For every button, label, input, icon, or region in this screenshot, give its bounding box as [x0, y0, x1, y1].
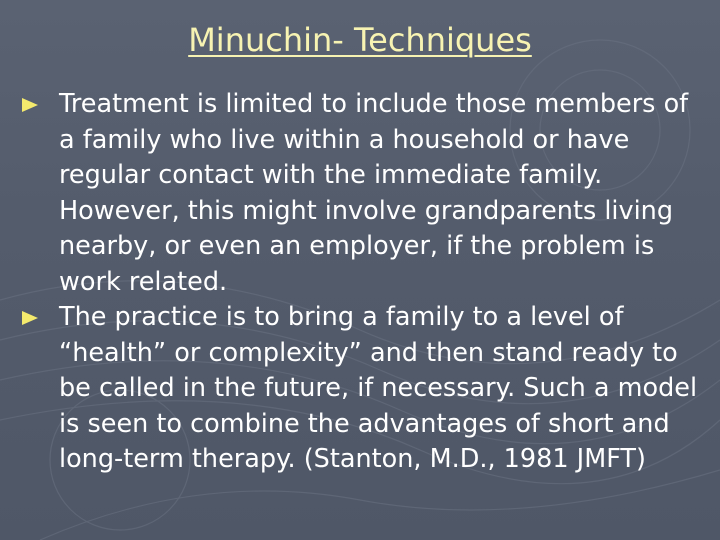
slide-title	[0, 18, 720, 62]
bullet-text: Treatment is limited to include those members of a family who live within a household or have regular contact with the immediate family. However, this might involve grandparents living nearby, or even an employer, if the problem is work related.	[59, 89, 689, 297]
bullet-text: The practice is to bring a family to a level of “health” or complexity” and then stand ready to be called in the future, if necessary. Such a model is seen to combine the advantages of short and long-term therapy. (Stanton, M.D., 1981 JMFT)	[59, 302, 698, 474]
slide-title-text: Minuchin- Techniques	[188, 21, 532, 59]
bullet-item	[22, 300, 702, 478]
bullet-list	[22, 87, 702, 478]
triangle-bullet-icon	[22, 87, 59, 122]
bullet-item	[22, 87, 702, 300]
triangle-bullet-icon	[22, 300, 59, 335]
